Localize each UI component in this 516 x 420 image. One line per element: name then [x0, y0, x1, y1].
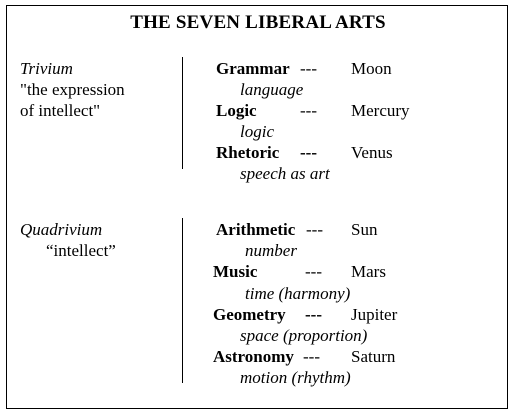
- art-dash: ---: [300, 59, 317, 78]
- trivium-divider: [182, 57, 183, 169]
- art-planet: Jupiter: [351, 305, 398, 324]
- art-planet: Mars: [351, 262, 386, 281]
- quadrivium-heading: Quadrivium: [20, 220, 103, 239]
- art-subject: language: [240, 80, 304, 99]
- art-name: Music: [213, 262, 258, 281]
- art-subject: motion (rhythm): [240, 368, 351, 387]
- art-dash: ---: [303, 347, 320, 366]
- trivium-heading: Trivium: [20, 59, 73, 78]
- art-dash: ---: [300, 143, 317, 162]
- quadrivium-divider: [182, 218, 183, 383]
- art-planet: Mercury: [351, 101, 410, 120]
- art-planet: Venus: [351, 143, 393, 162]
- page-title: THE SEVEN LIBERAL ARTS: [130, 12, 386, 33]
- quadrivium-description: “intellect”: [46, 241, 116, 260]
- art-planet: Saturn: [351, 347, 396, 366]
- art-dash: ---: [300, 101, 317, 120]
- art-subject: space (proportion): [240, 326, 368, 345]
- art-subject: speech as art: [240, 164, 330, 183]
- art-name: Astronomy: [213, 347, 294, 366]
- art-planet: Moon: [351, 59, 392, 78]
- art-name: Arithmetic: [216, 220, 296, 239]
- art-dash: ---: [305, 305, 322, 324]
- trivium-description-line1: "the expression: [20, 80, 125, 99]
- art-subject: time (harmony): [245, 284, 351, 303]
- art-subject: logic: [240, 122, 274, 141]
- art-name: Grammar: [216, 59, 290, 78]
- art-name: Logic: [216, 101, 257, 120]
- art-dash: ---: [306, 220, 323, 239]
- art-name: Rhetoric: [216, 143, 280, 162]
- art-dash: ---: [305, 262, 322, 281]
- trivium-description-line2: of intellect": [20, 101, 101, 120]
- art-planet: Sun: [351, 220, 378, 239]
- art-subject: number: [245, 241, 297, 260]
- art-name: Geometry: [213, 305, 286, 324]
